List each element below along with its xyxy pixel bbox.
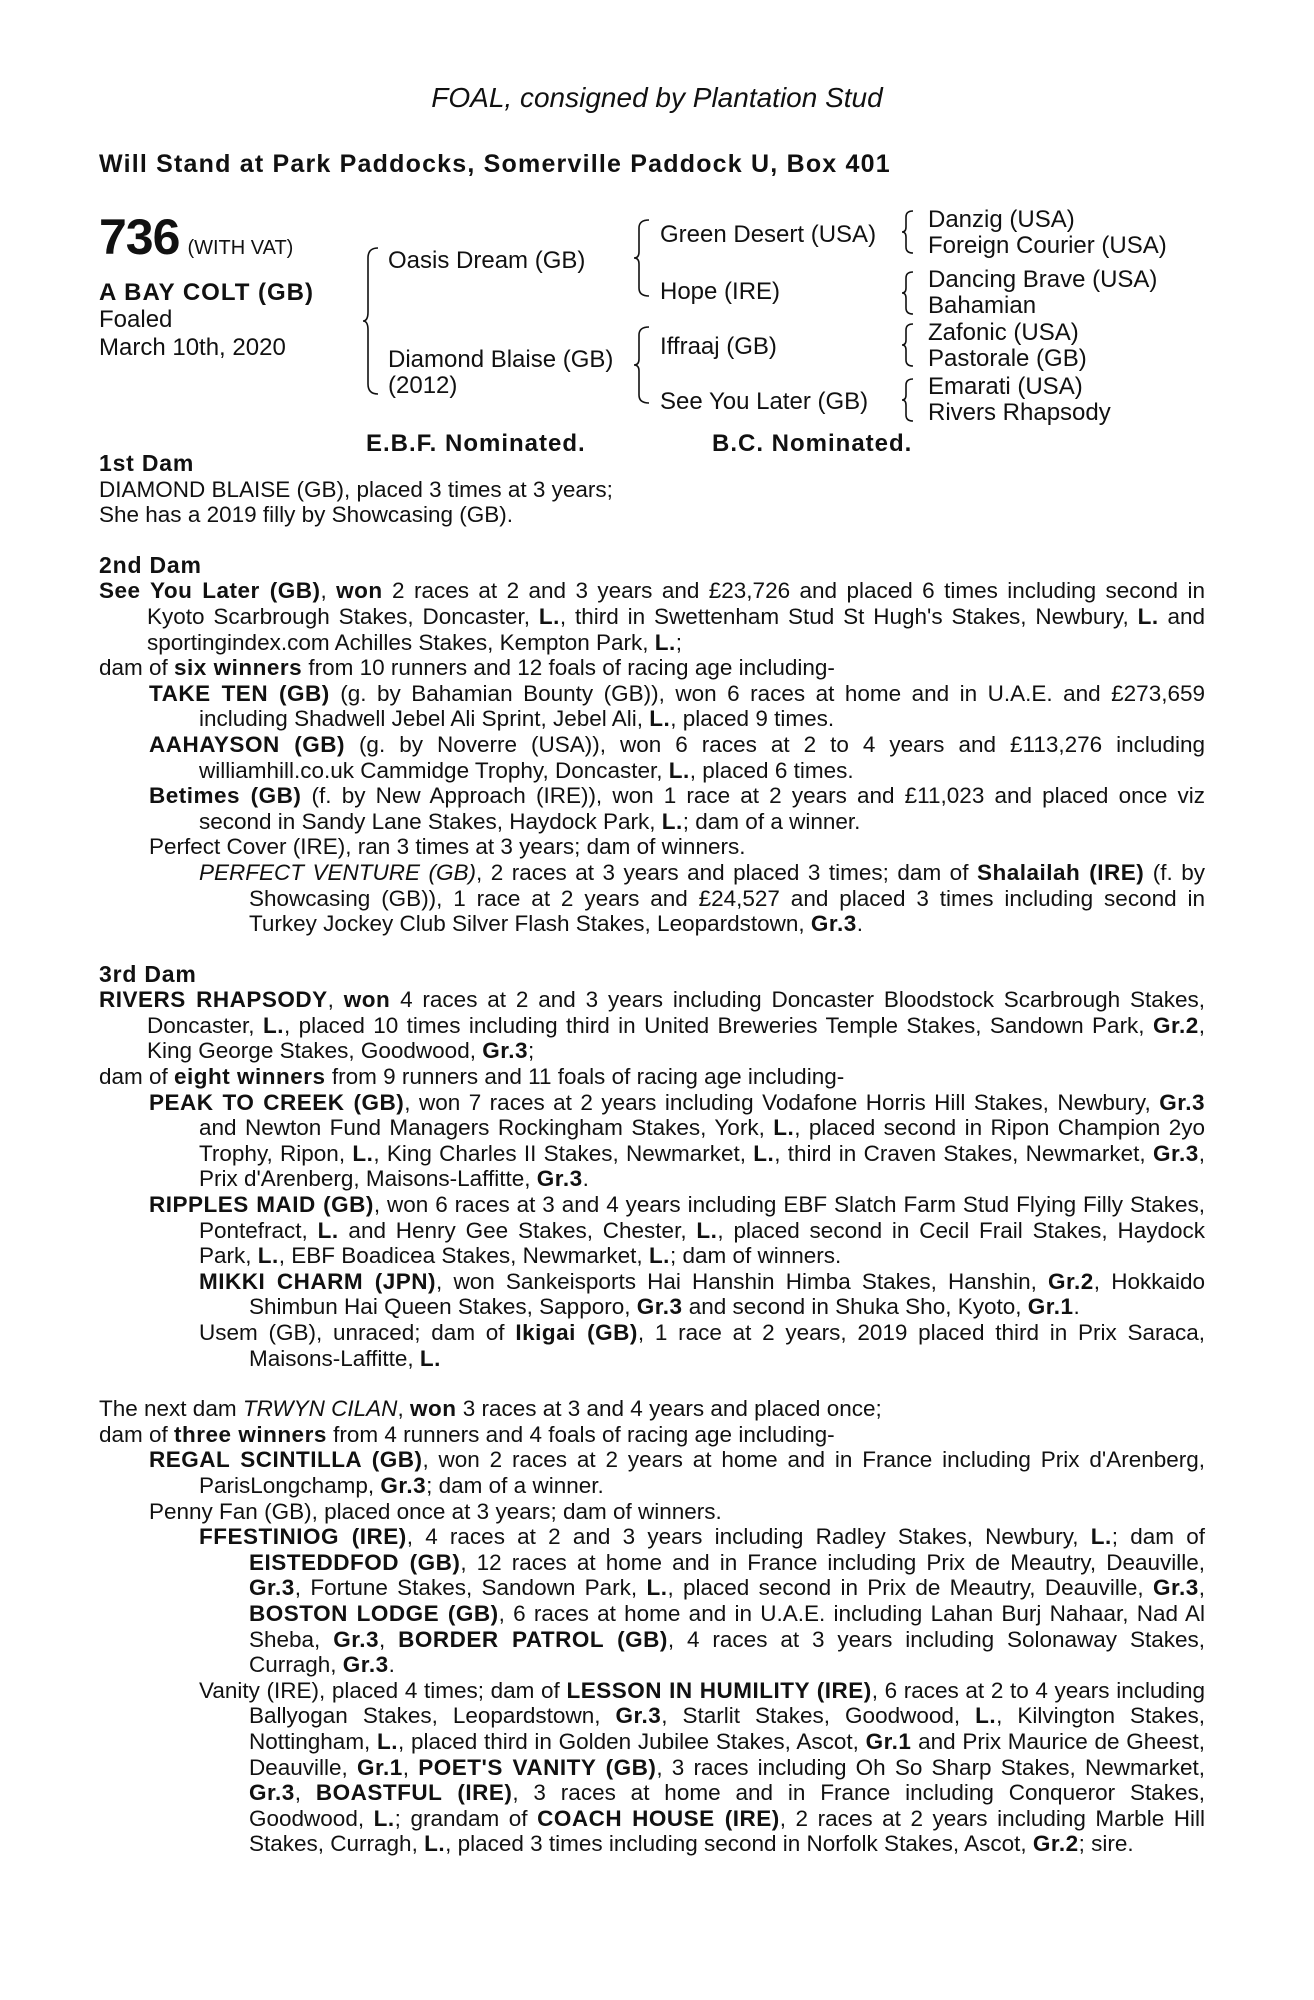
pedigree-bracket-sire <box>633 218 653 298</box>
progeny-vanity: Vanity (IRE), placed 4 times; dam of LESSON IN HUMILITY (IRE), 6 races at 2 to 4 years including Ballyogan Stakes, Leopardstown, Gr.3, Starlit Stakes, Goodwood, L., Kilvington Stakes, Nottingham, L., placed third in Golden Jubilee Stakes, Ascot, Gr.1 and Prix Maurice de Gheest, Deauville, Gr.1, POET'S VANITY (GB), 3 races including Oh So Sharp Stakes, Newmarket, Gr.3, BOASTFUL (IRE), 3 races at home and in France including Conqueror Stakes, Goodwood, L.; grandam of COACH HOUSE (IRE), 2 races at 2 years including Marble Hill Stakes, Curragh, L., placed 3 times including second in Norfolk Stakes, Ascot, Gr.2; sire. <box>199 1677 1206 1857</box>
catalogue-body <box>99 451 1205 1857</box>
sire-dam: Hope (IRE) <box>660 278 781 305</box>
progeny-betimes: Betimes (GB) (f. by New Approach (IRE)), won 1 race at 2 years and £11,023 and placed once viz second in Sandy Lane Stakes, Haydock Park, L.; dam of a winner. <box>149 783 1206 834</box>
progeny-peak-to-creek: PEAK TO CREEK (GB), won 7 races at 2 years including Vodafone Horris Hill Stakes, Newbury, Gr.3 and Newton Fund Managers Rockingham Stakes, York, L., placed second in Ripon Champion 2yo Trophy, Ripon, L., King Charles II Stakes, Newmarket, L., third in Craven Stakes, Newmarket, Gr.3, Prix d'Arenberg, Maisons-Laffitte, Gr.3. <box>149 1089 1206 1192</box>
pedigree-bracket-g3 <box>900 322 916 368</box>
third-dam-text: RIVERS RHAPSODY, won 4 races at 2 and 3 years including Doncaster Bloodstock Scarbrough Stakes, Doncaster, L., placed 10 times including third in United Breweries Temple Stakes, Sandown Park, Gr.2, King George Stakes, Goodwood, Gr.3; <box>99 987 1205 1064</box>
sire-sire: Green Desert (USA) <box>660 221 877 248</box>
grand-6: Pastorale (GB) <box>928 345 1087 372</box>
grand-4: Bahamian <box>928 292 1037 319</box>
second-dam-text: See You Later (GB), won 2 races at 2 and 3 years and £23,726 and placed 6 times including second in Kyoto Scarbrough Stakes, Doncaster, L., third in Swettenham Stud St Hugh's Stakes, Newbury, L. and sportingindex.com Achilles Stakes, Kempton Park, L.; <box>99 578 1205 655</box>
pedigree-bracket-dam <box>633 325 653 405</box>
progeny-ripples-maid: RIPPLES MAID (GB), won 6 races at 3 and 4 years including EBF Slatch Farm Stud Flying Filly Stakes, Pontefract, L. and Henry Gee Stakes, Chester, L., placed second in Cecil Frail Stakes, Haydock Park, L., EBF Boadicea Stakes, Newmarket, L.; dam of winners. <box>149 1192 1205 1269</box>
grand-1: Danzig (USA) <box>928 206 1075 233</box>
progeny-ffestiniog: FFESTINIOG (IRE), 4 races at 2 and 3 years including Radley Stakes, Newbury, L.; dam of EISTEDDFOD (GB), 12 races at home and in France including Prix de Meautry, Deauville, Gr.3, Fortune Stakes, Sandown Park, L., placed second in Prix de Meautry, Deauville, Gr.3, BOSTON LODGE (GB), 6 races at home and in U.A.E. including Lahan Burj Nahaar, Nad Al Sheba, Gr.3, BORDER PATROL (GB), 4 races at 3 years including Solonaway Stakes, Curragh, Gr.3. <box>199 1524 1205 1678</box>
grand-7: Emarati (USA) <box>928 373 1083 400</box>
foaled-label: Foaled <box>99 306 173 333</box>
ebf-nominated: E.B.F. Nominated. <box>366 430 586 457</box>
third-dam-heading: 3rd Dam <box>99 960 197 987</box>
next-dam-summary: dam of three winners from 4 runners and 4 foals of racing age including- <box>99 1421 835 1447</box>
first-dam-text: DIAMOND BLAISE (GB), placed 3 times at 3 years; <box>99 476 613 502</box>
consignor-line: FOAL, consigned by Plantation Stud <box>431 82 883 113</box>
first-dam-heading: 1st Dam <box>99 450 195 476</box>
pedigree-bracket-g1 <box>900 209 916 255</box>
grand-5: Zafonic (USA) <box>928 319 1079 346</box>
grand-8: Rivers Rhapsody <box>928 399 1111 426</box>
dam-sire: Iffraaj (GB) <box>660 333 777 360</box>
dam-year: (2012) <box>388 372 458 399</box>
pedigree-bracket-g2 <box>900 270 916 316</box>
lot-number-line <box>99 208 293 266</box>
second-dam-heading: 2nd Dam <box>99 551 202 578</box>
foaled-date: March 10th, 2020 <box>99 334 286 361</box>
vat-label: (WITH VAT) <box>187 237 294 259</box>
second-dam-summary: dam of six winners from 10 runners and 12 foals of racing age including- <box>99 655 835 681</box>
pedigree-bracket-main <box>362 246 382 396</box>
progeny-mikki-charm: MIKKI CHARM (JPN), won Sankeisports Hai Hanshin Himba Stakes, Hanshin, Gr.2, Hokkaido Shimbun Hai Queen Stakes, Sapporo, Gr.3 and second in Shuka Sho, Kyoto, Gr.1. <box>199 1268 1205 1320</box>
standing-location: Will Stand at Park Paddocks, Somerville Paddock U, Box 401 <box>99 150 891 178</box>
lot-description: A BAY COLT (GB) <box>99 279 315 306</box>
progeny-perfect-cover: Perfect Cover (IRE), ran 3 times at 3 years; dam of winners. <box>149 834 746 860</box>
progeny-aahayson: AAHAYSON (GB) (g. by Noverre (USA)), won 6 races at 2 to 4 years and £113,276 including williamhill.co.uk Cammidge Trophy, Doncaster, L., placed 6 times. <box>149 731 1205 783</box>
grand-2: Foreign Courier (USA) <box>928 232 1167 259</box>
progeny-penny-fan: Penny Fan (GB), placed once at 3 years; dam of winners. <box>149 1498 722 1524</box>
third-dam-summary: dam of eight winners from 9 runners and 11 foals of racing age including- <box>99 1064 845 1090</box>
next-dam-text: The next dam TRWYN CILAN, won 3 races at 3 and 4 years and placed once; <box>99 1396 882 1422</box>
progeny-perfect-venture: PERFECT VENTURE (GB), 2 races at 3 years and placed 3 times; dam of Shalailah (IRE) (f. by Showcasing (GB)), 1 race at 2 years and £24,527 and placed 3 times including second in Turkey Jockey Club Silver Flash Stakes, Leopardstown, Gr.3. <box>199 859 1205 937</box>
dam-dam: See You Later (GB) <box>660 388 869 415</box>
progeny-usem: Usem (GB), unraced; dam of Ikigai (GB), 1 race at 2 years, 2019 placed third in Prix Saraca, Maisons-Laffitte, L. <box>199 1320 1206 1371</box>
pedigree-bracket-g4 <box>900 377 916 423</box>
sire: Oasis Dream (GB) <box>388 247 586 274</box>
bc-nominated: B.C. Nominated. <box>712 430 913 457</box>
grand-3: Dancing Brave (USA) <box>928 266 1158 293</box>
dam: Diamond Blaise (GB) <box>388 346 614 373</box>
lot-number: 736 <box>99 209 180 265</box>
progeny-take-ten: TAKE TEN (GB) (g. by Bahamian Bounty (GB)), won 6 races at home and in U.A.E. and £273,659 including Shadwell Jebel Ali Sprint, Jebel Ali, L., placed 9 times. <box>149 680 1206 732</box>
first-dam-produce: She has a 2019 filly by Showcasing (GB). <box>99 502 513 528</box>
progeny-regal-scintilla: REGAL SCINTILLA (GB), won 2 races at 2 years at home and in France including Prix d'Arenberg, ParisLongchamp, Gr.3; dam of a winner. <box>149 1447 1206 1498</box>
foaled-info <box>99 306 286 362</box>
